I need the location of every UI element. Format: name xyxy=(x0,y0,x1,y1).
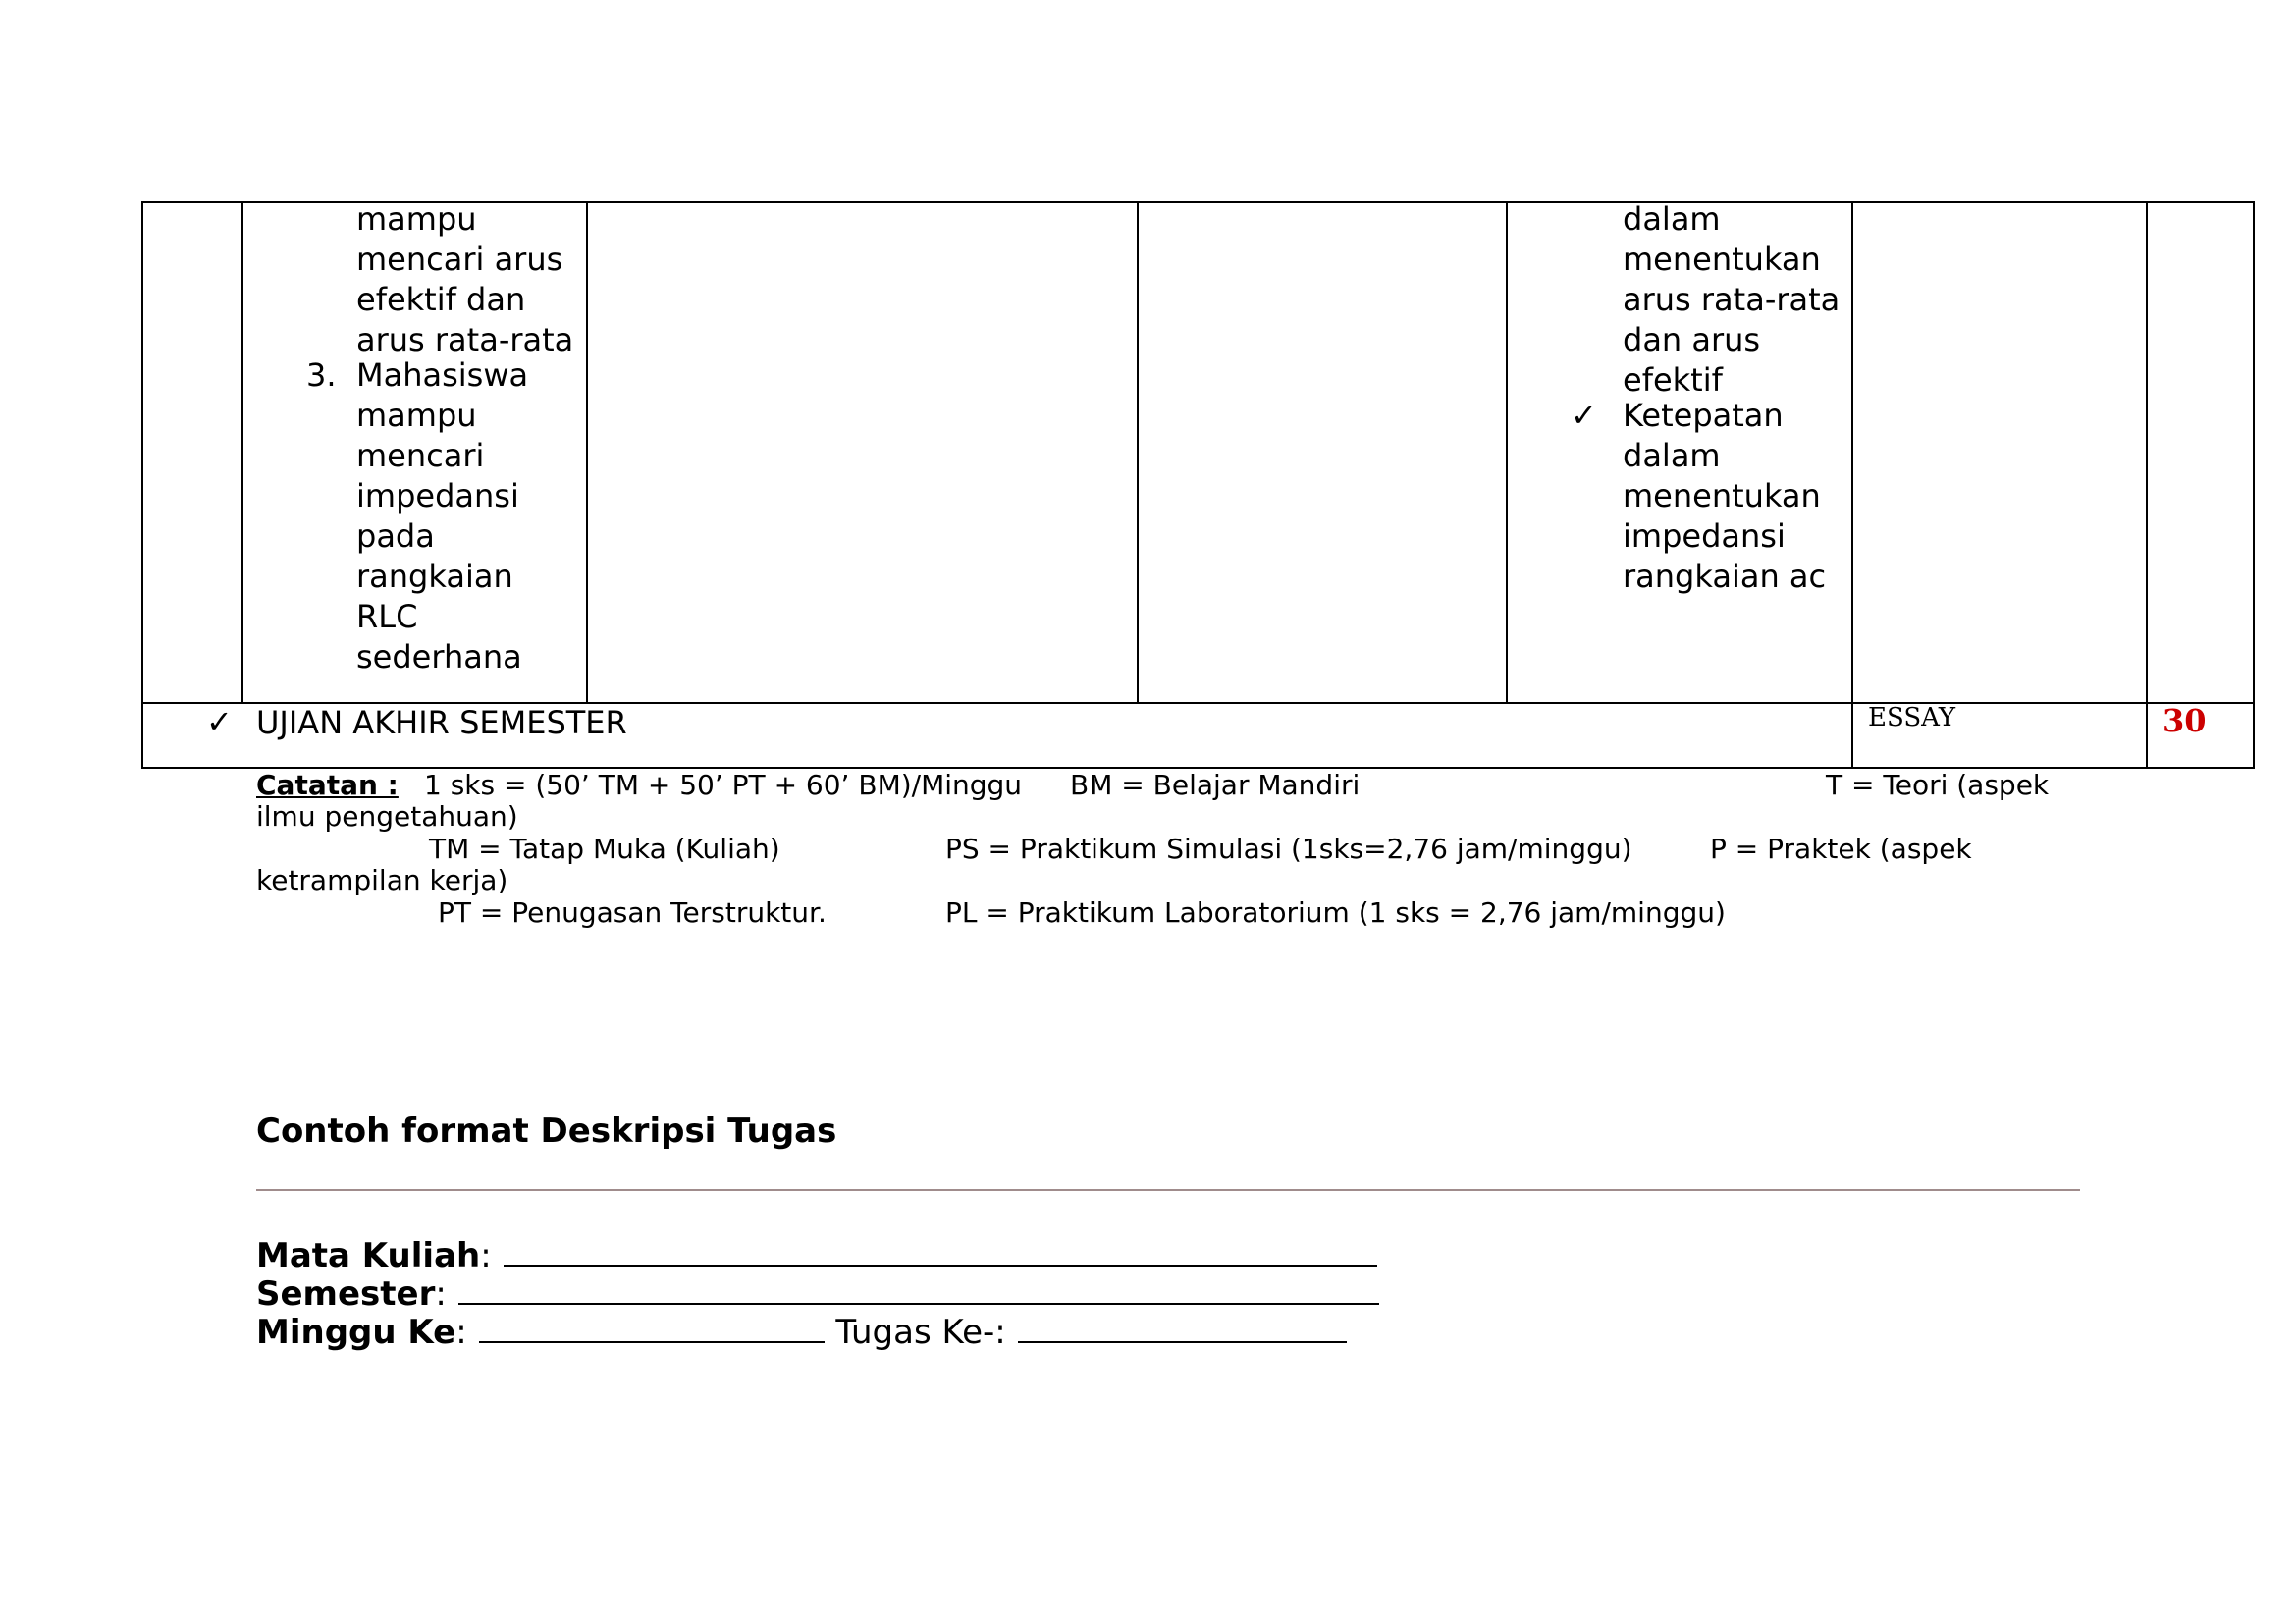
notes-line-1c: T = Teori (aspek xyxy=(1826,769,2050,801)
notes-label: Catatan : xyxy=(256,769,399,801)
notes-line-1b: BM = Belajar Mandiri xyxy=(1070,769,1361,801)
criteria-line: menentukan xyxy=(1623,241,1821,278)
semester-label: Semester xyxy=(256,1274,436,1314)
table-col-divider-6 xyxy=(2146,201,2148,769)
criteria-cell xyxy=(1623,199,1840,401)
criteria-line: dalam xyxy=(1623,200,1721,238)
outcome-line: impedansi xyxy=(356,477,519,514)
criteria-line: Ketepatan xyxy=(1623,397,1784,434)
outcome-line: RLC xyxy=(356,598,418,635)
criteria-line: menentukan xyxy=(1623,477,1821,514)
section-title: Contoh format Deskripsi Tugas xyxy=(256,1111,837,1151)
mata-kuliah-label: Mata Kuliah xyxy=(256,1236,481,1275)
exam-weight: 30 xyxy=(2163,702,2207,739)
list-item-number: 3. xyxy=(306,356,337,394)
outcome-line: mampu xyxy=(356,200,477,238)
outcome-line: arus rata-rata xyxy=(356,321,574,358)
notes-line-2: ilmu pengetahuan) xyxy=(256,800,518,833)
learning-outcome-cell xyxy=(356,199,573,360)
learning-outcome-item-3 xyxy=(356,355,528,677)
check-icon: ✓ xyxy=(1571,397,1597,434)
notes-line-5a: PT = Penugasan Terstruktur. xyxy=(438,896,827,929)
table-right-border xyxy=(2253,201,2255,769)
tugas-label: Tugas Ke-: xyxy=(835,1313,1006,1352)
criteria-line: arus rata-rata xyxy=(1623,281,1841,318)
table-col-divider-3 xyxy=(1137,201,1139,703)
notes-line-4: ketrampilan kerja) xyxy=(256,864,508,896)
final-exam-label: UJIAN AKHIR SEMESTER xyxy=(256,704,627,741)
criteria-line: efektif xyxy=(1623,361,1723,399)
criteria-line: dalam xyxy=(1623,437,1721,474)
exam-type: ESSAY xyxy=(1868,703,1956,732)
criteria-line: impedansi xyxy=(1623,517,1786,555)
notes-line-3c: P = Praktek (aspek xyxy=(1710,833,1972,865)
outcome-line: mampu xyxy=(356,397,477,434)
mata-kuliah-field[interactable] xyxy=(504,1231,1377,1267)
outcome-line: sederhana xyxy=(356,638,522,676)
colon: : xyxy=(435,1274,447,1314)
semester-field[interactable] xyxy=(458,1270,1379,1305)
criteria-bullet xyxy=(1623,396,1826,597)
outcome-line: pada xyxy=(356,517,435,555)
criteria-line: rangkaian ac xyxy=(1623,558,1827,595)
table-col-divider-2 xyxy=(586,201,588,703)
minggu-row xyxy=(256,1308,1347,1352)
tugas-field[interactable] xyxy=(1018,1308,1347,1343)
outcome-line: rangkaian xyxy=(356,558,513,595)
colon: : xyxy=(480,1236,492,1275)
colon: : xyxy=(455,1313,467,1352)
table-col-divider-5 xyxy=(1851,201,1853,769)
outcome-line: mencari xyxy=(356,437,485,474)
notes-line-1a: 1 sks = (50’ TM + 50’ PT + 60’ BM)/Minggu xyxy=(424,769,1023,801)
notes-line-3a: TM = Tatap Muka (Kuliah) xyxy=(429,833,780,865)
outcome-line: mencari arus xyxy=(356,241,563,278)
table-col-divider-4 xyxy=(1506,201,1508,703)
notes-line-5b: PL = Praktikum Laboratorium (1 sks = 2,76 jam/minggu) xyxy=(945,896,1726,929)
table-col-divider-1 xyxy=(241,201,243,703)
minggu-field[interactable] xyxy=(479,1308,825,1343)
criteria-line: dan arus xyxy=(1623,321,1761,358)
check-icon: ✓ xyxy=(206,703,233,740)
section-divider xyxy=(256,1189,2080,1191)
outcome-line: Mahasiswa xyxy=(356,356,529,394)
minggu-label: Minggu Ke xyxy=(256,1313,456,1352)
table-left-border xyxy=(141,201,143,769)
outcome-line: efektif dan xyxy=(356,281,526,318)
notes-line-3b: PS = Praktikum Simulasi (1sks=2,76 jam/minggu) xyxy=(945,833,1632,865)
